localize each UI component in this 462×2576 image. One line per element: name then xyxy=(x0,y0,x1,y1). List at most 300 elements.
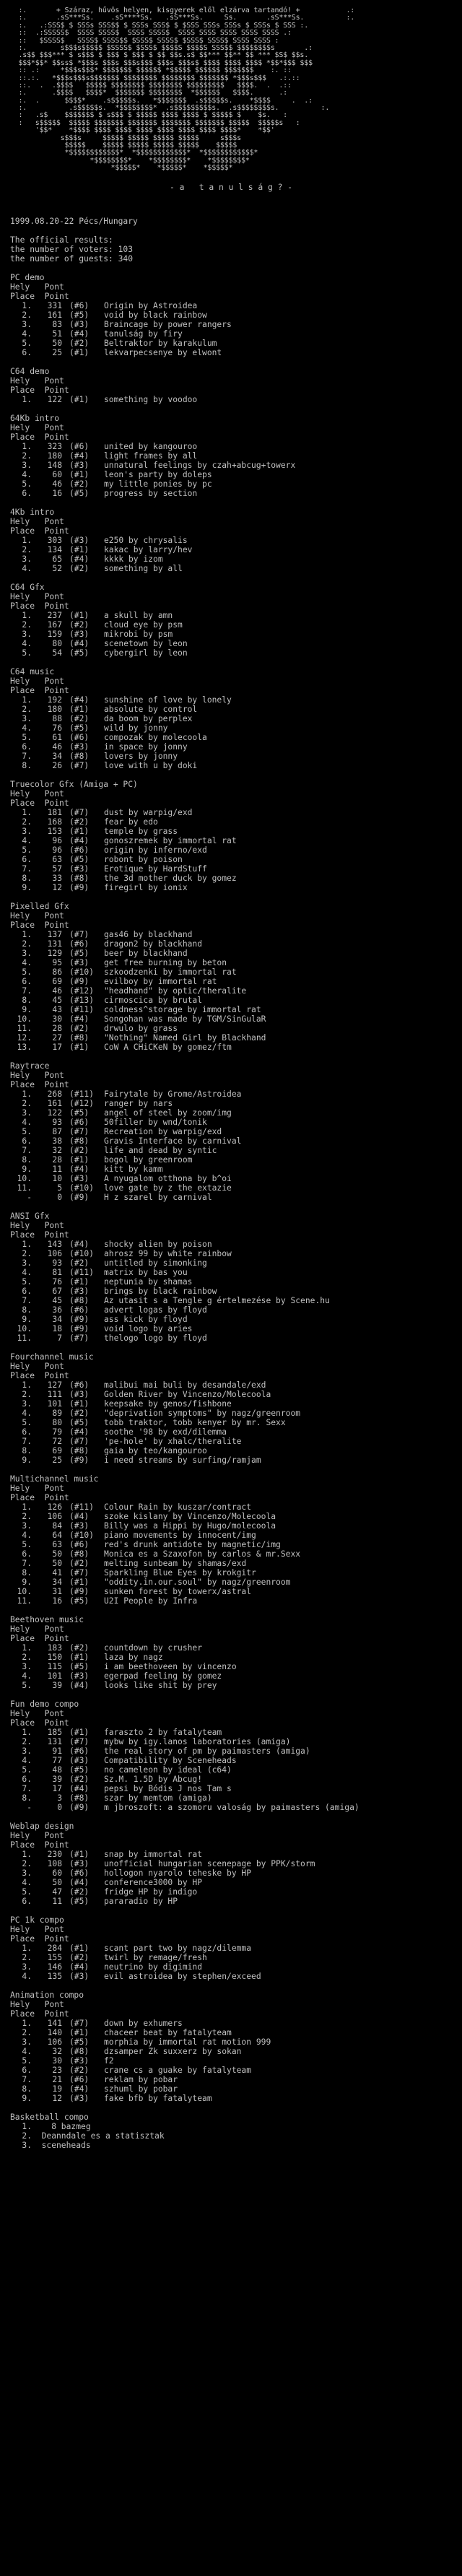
column-header-hungarian: Hely Pont xyxy=(10,375,64,386)
entry-rank: 2. xyxy=(22,1511,32,1521)
entry-rank: 8. xyxy=(22,995,32,1005)
result-row xyxy=(10,977,462,986)
ascii-art-line: *$$$$$$$$* *$$$$$$$$* *$$$$$$$$* xyxy=(6,156,250,165)
entry-rank: 9. xyxy=(22,1577,32,1587)
entry-points: 50 xyxy=(52,1549,62,1559)
entry-number: (#1) xyxy=(69,1652,90,1662)
entry-number: (#9) xyxy=(69,1455,90,1465)
entry-rank: 3. xyxy=(22,1520,32,1531)
entry-points: 63 xyxy=(52,854,62,864)
entry-points: 46 xyxy=(52,479,62,489)
entry-points: 48 xyxy=(52,1765,62,1775)
entry-rank: 6. xyxy=(22,1286,32,1296)
column-header-english: Place Point xyxy=(10,1370,69,1380)
entry-points: 12 xyxy=(52,882,62,892)
entry-name: down by exhumers xyxy=(104,2018,183,2028)
category-section xyxy=(10,1700,462,1812)
entry-points: 50 xyxy=(52,1877,62,1887)
category-title: Basketball compo xyxy=(10,2112,89,2122)
entry-points: 86 xyxy=(52,967,62,977)
entry-points: 155 xyxy=(47,1952,62,1962)
entry-points: 28 xyxy=(52,1023,62,1033)
entry-points: 87 xyxy=(52,1126,62,1136)
entry-number: (#9) xyxy=(69,1323,90,1333)
entry-rank: 3. xyxy=(22,460,32,470)
entry-number: (#3) xyxy=(69,1173,90,1183)
result-row xyxy=(10,2131,462,2141)
entry-name: pepsi by Bódis J nos Tam s xyxy=(104,1783,232,1793)
entry-number: (#7) xyxy=(69,1333,90,1343)
entry-name: H z szarel by carnival xyxy=(104,1192,212,1202)
entry-number: (#1) xyxy=(69,1943,90,1953)
result-row xyxy=(10,1005,462,1014)
entry-points: 17 xyxy=(52,1042,62,1052)
entry-name: Az utasit s a Tengle g értelmezése by Scene.hu xyxy=(104,1295,330,1305)
entry-name: fridge HP by indigo xyxy=(104,1887,198,1897)
entry-points: 143 xyxy=(47,1239,62,1249)
entry-number: (#6) xyxy=(69,300,90,310)
entry-points: 76 xyxy=(52,1276,62,1287)
entry-number: (#2) xyxy=(69,1774,90,1784)
column-header-hungarian: Hely Pont xyxy=(10,282,64,292)
result-row xyxy=(10,1136,462,1146)
entry-name: advert logas by floyd xyxy=(104,1305,207,1315)
result-row xyxy=(10,1183,462,1193)
column-header-hungarian: Hely Pont xyxy=(10,1483,64,1493)
entry-name: the 3d mother duck by gomez xyxy=(104,873,237,883)
entry-number: (#4) xyxy=(69,1783,90,1793)
ascii-art-line: :. . $$$$* .s$$$$$s. *$$$$$$$ .s$$$$$s. *$$$$ . .: xyxy=(6,96,313,105)
entry-rank: 3. xyxy=(22,2140,32,2150)
entry-name: fear by edo xyxy=(104,817,158,827)
ascii-art-line: : s$$$$$ $$$$$ $$$$$$$ $$$$$$$ $$$$$$$ $$$$$$$ $$$$$ $$$$$s : xyxy=(6,118,300,127)
category-section xyxy=(10,1990,462,2103)
column-header-english: Place Point xyxy=(10,798,69,808)
result-row xyxy=(10,1118,462,1127)
category-title: Multichannel music xyxy=(10,1474,99,1484)
entry-name: 50filler by wnd/tonik xyxy=(104,1117,207,1127)
entry-rank: 3. xyxy=(22,1108,32,1118)
ascii-art-logo xyxy=(6,7,462,173)
result-row xyxy=(10,1868,462,1878)
entry-name: egerpad feeling by gomez xyxy=(104,1671,222,1681)
result-row xyxy=(10,320,462,329)
entry-number: (#8) xyxy=(69,1295,90,1305)
entry-name: Colour Rain by kuszar/contract xyxy=(104,1502,252,1512)
category-section xyxy=(10,1352,462,1465)
entry-name: beer by blackhand xyxy=(104,948,188,958)
entry-points: 41 xyxy=(52,1567,62,1578)
voters-count: the number of voters: 103 xyxy=(10,244,134,254)
result-row xyxy=(10,545,462,554)
entry-rank: 3. xyxy=(22,1962,32,1972)
entry-name: sunken forest by towerx/astral xyxy=(104,1586,252,1596)
entry-points: 57 xyxy=(52,863,62,874)
result-row xyxy=(10,817,462,827)
entry-number: (#6) xyxy=(69,1539,90,1549)
entry-points: 69 xyxy=(52,1445,62,1455)
entry-number: (#2) xyxy=(69,1023,90,1033)
entry-number: (#4) xyxy=(69,835,90,845)
entry-name: snap by immortal rat xyxy=(104,1849,203,1859)
entry-rank: 3. xyxy=(22,1398,32,1409)
result-row xyxy=(10,2056,462,2066)
entry-name: coldness^storage by immortal rat xyxy=(104,1004,261,1014)
entry-number: (#2) xyxy=(69,563,90,573)
entry-name: void logo by aries xyxy=(104,1323,193,1333)
result-row xyxy=(10,1531,462,1540)
entry-name: szkoodzenki by immortal rat xyxy=(104,967,237,977)
result-row xyxy=(10,930,462,939)
entry-name: mybw by igy.lanos laboratories (amiga) xyxy=(104,1736,291,1746)
entry-name: matrix by bas you xyxy=(104,1267,188,1277)
entry-rank: 1. xyxy=(22,394,32,404)
date-line: 1999.08.20-22 Pécs/Hungary xyxy=(10,216,138,226)
entry-number: (#1) xyxy=(69,1042,90,1052)
entry-name: cirmoscica by brutal xyxy=(104,995,203,1005)
entry-name: i am beethoveen by vincenzo xyxy=(104,1661,237,1671)
result-row xyxy=(10,1287,462,1296)
result-row xyxy=(10,752,462,761)
entry-rank: 4. xyxy=(22,723,32,733)
entry-number: (#3) xyxy=(69,1389,90,1399)
entry-name: neutrino by digimind xyxy=(104,1962,203,1972)
entry-rank: 2. xyxy=(22,704,32,714)
entry-points: 331 xyxy=(47,300,62,310)
entry-name: void by black rainbow xyxy=(104,310,207,320)
result-row xyxy=(10,301,462,310)
entry-rank: 4. xyxy=(22,1755,32,1765)
entry-rank: 6. xyxy=(22,976,32,986)
column-header-hungarian: Hely Pont xyxy=(10,1070,64,1080)
entry-rank: 10. xyxy=(17,1586,32,1596)
column-header-english: Place Point xyxy=(10,1933,69,1944)
result-row xyxy=(10,451,462,461)
entry-number: (#4) xyxy=(69,1511,90,1521)
entry-name: scant part two by nagz/dilemma xyxy=(104,1943,252,1953)
entry-rank: - xyxy=(27,1192,32,1202)
entry-points: 63 xyxy=(52,1539,62,1549)
entry-number: (#12) xyxy=(69,985,95,996)
entry-name: Sparkling Blue Eyes by krokgitr xyxy=(104,1567,256,1578)
entry-number: (#3) xyxy=(69,741,90,752)
entry-name: Fairytale by Grome/Astroidea xyxy=(104,1089,242,1099)
entry-name: robont by poison xyxy=(104,854,183,864)
entry-points: 89 xyxy=(52,1408,62,1418)
category-section xyxy=(10,1915,462,1981)
category-title: Animation compo xyxy=(10,1990,84,2000)
entry-number: (#6) xyxy=(69,1117,90,1127)
entry-points: 77 xyxy=(52,1755,62,1765)
entry-rank: 5. xyxy=(22,338,32,348)
result-row xyxy=(10,695,462,705)
result-row xyxy=(10,630,462,639)
entry-name: drwulo by grass xyxy=(104,1023,178,1033)
result-row xyxy=(10,329,462,339)
entry-number: (#4) xyxy=(69,1427,90,1437)
entry-rank: 4. xyxy=(22,1671,32,1681)
category-section xyxy=(10,667,462,770)
column-header-english: Place Point xyxy=(10,385,69,395)
entry-rank: 2. xyxy=(22,817,32,827)
entry-points: 106 xyxy=(47,1248,62,1258)
result-row xyxy=(10,1305,462,1315)
entry-number: (#2) xyxy=(69,1408,90,1418)
entry-points: 16 xyxy=(52,1596,62,1606)
entry-name: cybergirl by leon xyxy=(104,648,188,658)
entry-number: (#12) xyxy=(69,1098,95,1108)
entry-name: malibui mai buli by desandale/exd xyxy=(104,1380,266,1390)
result-row xyxy=(10,461,462,470)
result-row xyxy=(10,2094,462,2103)
result-row xyxy=(10,1549,462,1559)
column-header-english: Place Point xyxy=(10,1633,69,1643)
result-row xyxy=(10,958,462,967)
column-header-hungarian: Hely Pont xyxy=(10,1830,64,1840)
result-row xyxy=(10,1014,462,1024)
entry-rank: 5. xyxy=(22,967,32,977)
result-row xyxy=(10,1887,462,1897)
result-row xyxy=(10,2075,462,2084)
entry-points: 111 xyxy=(47,1389,62,1399)
entry-points: 115 xyxy=(47,1661,62,1671)
entry-number: (#3) xyxy=(69,1286,90,1296)
entry-name: the real story of pm by paimasters (amiga) xyxy=(104,1746,310,1756)
entry-number: (#3) xyxy=(69,863,90,874)
entry-name: untitled by simonking xyxy=(104,1258,207,1268)
entry-rank: 8. xyxy=(22,2084,32,2094)
entry-name: thelogo logo by floyd xyxy=(104,1333,207,1343)
entry-number: (#1) xyxy=(69,394,90,404)
entry-name: szar by memtom (amiga) xyxy=(104,1793,212,1803)
entry-number: (#11) xyxy=(69,1502,95,1512)
entry-name: Songohan was made by TGM/SinGulaR xyxy=(104,1014,266,1024)
entry-number: (#9) xyxy=(69,1586,90,1596)
entry-points: 60 xyxy=(52,469,62,479)
result-row xyxy=(10,1446,462,1455)
category-section xyxy=(10,902,462,1052)
entry-number: (#3) xyxy=(69,629,90,639)
entry-number: (#7) xyxy=(69,1736,90,1746)
category-section xyxy=(10,367,462,404)
entry-rank: 1. xyxy=(22,1943,32,1953)
entry-rank: 7. xyxy=(22,1295,32,1305)
entry-number: (#6) xyxy=(69,1746,90,1756)
entry-rank: 11. xyxy=(17,1023,32,1033)
entry-rank: 4. xyxy=(22,1408,32,1418)
result-row xyxy=(10,2141,462,2150)
entry-number: (#5) xyxy=(69,1896,90,1906)
entry-rank: 9. xyxy=(22,882,32,892)
entry-number: (#1) xyxy=(69,1398,90,1409)
entry-points: 12 xyxy=(52,2093,62,2103)
entry-points: 185 xyxy=(47,1727,62,1737)
column-header-hungarian: Hely Pont xyxy=(10,591,64,601)
entry-rank: 2. xyxy=(22,1098,32,1108)
entry-rank: 11. xyxy=(17,1596,32,1606)
entry-rank: 1. xyxy=(22,1239,32,1249)
entry-number: (#8) xyxy=(69,1136,90,1146)
ascii-art-line: :. .sS***Ss. .sS****Ss. .sS***Ss. Ss. .sS***Ss. :. xyxy=(6,14,355,22)
entry-points: 30 xyxy=(52,2055,62,2066)
column-header-english: Place Point xyxy=(10,1718,69,1728)
category-section xyxy=(10,2112,462,2150)
entry-number: (#11) xyxy=(69,1267,95,1277)
category-section xyxy=(10,1822,462,1906)
entry-name: light frames by all xyxy=(104,451,198,461)
entry-points: 72 xyxy=(52,1436,62,1446)
column-header-hungarian: Hely Pont xyxy=(10,422,64,432)
entry-name: my little ponies by pc xyxy=(104,479,212,489)
entry-points: 33 xyxy=(52,873,62,883)
entry-number: (#4) xyxy=(69,1014,90,1024)
result-row xyxy=(10,310,462,320)
entry-name: bogol by greenroom xyxy=(104,1154,193,1165)
entry-number: (#8) xyxy=(69,873,90,883)
entry-points: 167 xyxy=(47,619,62,630)
result-row xyxy=(10,2066,462,2075)
entry-rank: 5. xyxy=(22,1126,32,1136)
entry-rank: 4. xyxy=(22,638,32,648)
result-row xyxy=(10,1850,462,1859)
entry-points: 11 xyxy=(52,1896,62,1906)
result-row xyxy=(10,1409,462,1418)
entry-name: united by kangouroo xyxy=(104,441,198,451)
entry-rank: 2. xyxy=(22,2027,32,2037)
entry-rank: 1. xyxy=(22,1502,32,1512)
column-header-hungarian: Hely Pont xyxy=(10,1999,64,2009)
entry-points: 131 xyxy=(47,939,62,949)
result-row xyxy=(10,1512,462,1521)
entry-number: (#10) xyxy=(69,1248,95,1258)
result-row xyxy=(10,723,462,733)
ascii-art-line: '$$* *$$$$ $$$$ $$$$ $$$$ $$$$ $$$$ $$$$ $$$$* *$$' xyxy=(6,126,275,135)
entry-number: (#2) xyxy=(69,1887,90,1897)
entry-points: 137 xyxy=(47,929,62,939)
entry-rank: 5. xyxy=(22,845,32,855)
result-row xyxy=(10,986,462,996)
result-row xyxy=(10,1258,462,1268)
entry-points: 5 xyxy=(57,1183,62,1193)
entry-number: (#10) xyxy=(69,967,95,977)
entry-number: (#2) xyxy=(69,817,90,827)
entry-rank: 3. xyxy=(22,2037,32,2047)
result-row xyxy=(10,742,462,752)
entry-points: 91 xyxy=(52,1746,62,1756)
entry-points: 161 xyxy=(47,310,62,320)
entry-points: 80 xyxy=(52,638,62,648)
entry-rank: 4. xyxy=(22,2046,32,2056)
entry-number: (#8) xyxy=(69,1445,90,1455)
entry-name: wild by jonny xyxy=(104,723,168,733)
entry-number: (#7) xyxy=(69,1567,90,1578)
entry-number: (#4) xyxy=(69,1877,90,1887)
entry-rank: 6. xyxy=(22,1896,32,1906)
column-header-hungarian: Hely Pont xyxy=(10,1220,64,1230)
entry-rank: 4. xyxy=(22,563,32,573)
entry-rank: 6. xyxy=(22,854,32,864)
entry-name: Origin by Astroidea xyxy=(104,300,198,310)
result-row xyxy=(10,1399,462,1409)
entry-number: (#4) xyxy=(69,1164,90,1174)
entry-points: 93 xyxy=(52,1258,62,1268)
entry-rank: 8. xyxy=(22,1567,32,1578)
entry-points: 180 xyxy=(47,704,62,714)
entry-rank: 5. xyxy=(22,1417,32,1427)
entry-rank: 6. xyxy=(22,488,32,498)
entry-name: "deprivation symptoms" by nagz/greenroom xyxy=(104,1408,301,1418)
entry-points: 19 xyxy=(52,2084,62,2094)
result-row xyxy=(10,808,462,817)
results-title: The official results: xyxy=(10,235,113,245)
entry-name: piano movements by innocent/img xyxy=(104,1530,256,1540)
entry-points: 76 xyxy=(52,723,62,733)
entry-points: 101 xyxy=(47,1671,62,1681)
entry-name: U2I People by Infra xyxy=(104,1596,198,1606)
entry-points: 38 xyxy=(52,1136,62,1146)
entry-points: 28 xyxy=(52,1154,62,1165)
category-section xyxy=(10,1615,462,1690)
result-row xyxy=(10,949,462,958)
entry-points: 192 xyxy=(47,695,62,705)
entry-number: (#5) xyxy=(69,1765,90,1775)
entry-number: (#2) xyxy=(69,1145,90,1155)
entry-points: 168 xyxy=(47,817,62,827)
entry-points: 65 xyxy=(52,554,62,564)
entry-number: (#6) xyxy=(69,2074,90,2084)
entry-points: 83 xyxy=(52,319,62,329)
entry-rank: 5. xyxy=(22,1539,32,1549)
entry-number: (#10) xyxy=(69,1183,95,1193)
entry-number: (#2) xyxy=(69,619,90,630)
result-row xyxy=(10,1455,462,1465)
entry-points: 26 xyxy=(52,760,62,770)
entry-points: 32 xyxy=(52,1145,62,1155)
column-header-hungarian: Hely Pont xyxy=(10,1924,64,1934)
entry-rank: 3. xyxy=(22,948,32,958)
entry-rank: 6. xyxy=(22,1136,32,1146)
result-row xyxy=(10,339,462,348)
result-row xyxy=(10,1333,462,1343)
entry-rank: 6. xyxy=(22,2065,32,2075)
entry-name: CoW A CHiCKeN by gomez/ftm xyxy=(104,1042,232,1052)
entry-rank: 2. xyxy=(22,451,32,461)
entry-number: (#7) xyxy=(69,760,90,770)
entry-number: (#1) xyxy=(69,1154,90,1165)
result-row xyxy=(10,639,462,648)
entry-name: cloud eye by psm xyxy=(104,619,183,630)
entry-number: (#1) xyxy=(69,826,90,836)
column-header-english: Place Point xyxy=(10,601,69,611)
entry-rank: 3. xyxy=(22,1661,32,1671)
entry-name: 'pe-hole' by xhalc/theralite xyxy=(104,1436,242,1446)
column-header-english: Place Point xyxy=(10,1840,69,1850)
entry-name: crane cs a guake by fatalyteam xyxy=(104,2065,252,2075)
entry-points: 323 xyxy=(47,441,62,451)
column-header-english: Place Point xyxy=(10,526,69,536)
entry-points: 7 xyxy=(57,1333,62,1343)
category-section xyxy=(10,1474,462,1606)
entry-name: szoke kislany by Vincenzo/Molecoola xyxy=(104,1511,276,1521)
entry-rank: 4. xyxy=(22,1267,32,1277)
entry-points: 0 xyxy=(57,1802,62,1812)
entry-rank: 7. xyxy=(22,751,32,761)
entry-rank: 10. xyxy=(17,1014,32,1024)
result-row xyxy=(10,1737,462,1746)
entry-rank: 2. xyxy=(22,619,32,630)
entry-name: kakac by larry/hev xyxy=(104,544,193,554)
category-title: Truecolor Gfx (Amiga + PC) xyxy=(10,779,138,789)
